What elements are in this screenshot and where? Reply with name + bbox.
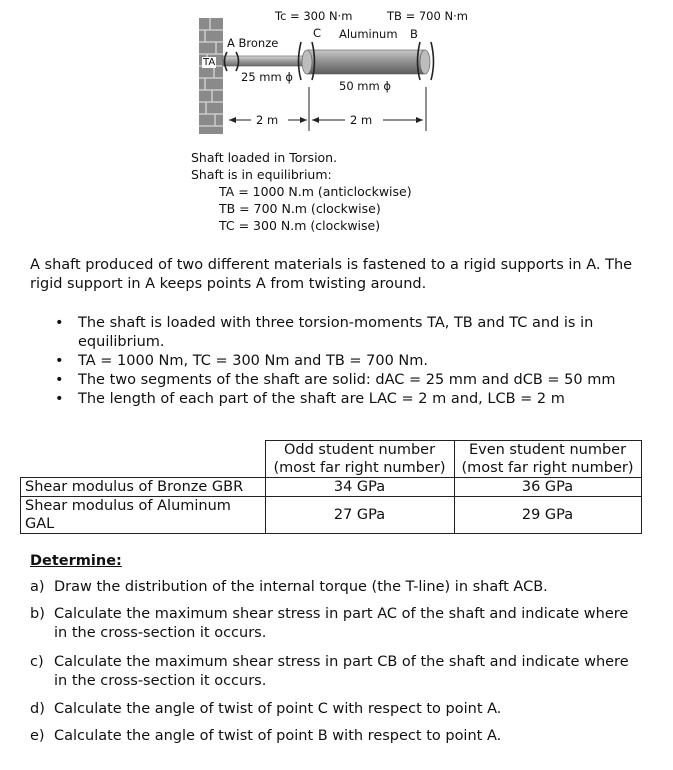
question-label: a)	[30, 579, 45, 595]
note-line-1: Shaft loaded in Torsion.	[191, 150, 338, 165]
tb-label: TB = 700 N·m	[387, 9, 468, 23]
bullet-item: • The two segments of the shaft are solid: dAC = 25 mm and dCB = 50 mm	[30, 371, 640, 390]
question-label: e)	[30, 728, 45, 744]
question-d	[30, 700, 640, 719]
bullet-item: • The shaft is loaded with three torsion-moments TA, TB and TC and is in equilibrium.	[30, 314, 640, 352]
question-a	[30, 578, 640, 597]
table-row	[21, 497, 642, 534]
note-tb: TB = 700 N.m (clockwise)	[219, 201, 381, 216]
question-text: Calculate the angle of twist of point B with respect to point A.	[54, 728, 502, 744]
bullet-item: • TA = 1000 Nm, TC = 300 Nm and TB = 700 Nm.	[30, 352, 640, 371]
question-b	[30, 605, 640, 643]
d2-label: 50 mm ϕ	[339, 79, 391, 93]
question-c	[30, 653, 640, 691]
question-text: Calculate the angle of twist of point C with respect to point A.	[54, 701, 502, 717]
len1-label: 2 m	[256, 113, 279, 127]
shear-modulus-table	[20, 440, 642, 534]
note-tc: TC = 300 N.m (clockwise)	[219, 218, 381, 233]
question-text: Calculate the maximum shear stress in part CB of the shaft and indicate where in the cross-section it occurs.	[54, 654, 629, 689]
determine-title: Determine:	[30, 553, 122, 569]
even-header-2: (most far right number)	[454, 459, 641, 478]
table-row	[21, 478, 642, 497]
odd-header-2: (most far right number)	[265, 459, 454, 478]
question-text: Draw the distribution of the internal torque (the T-line) in shaft ACB.	[54, 579, 548, 595]
question-label: c)	[30, 654, 44, 670]
question-text: Calculate the maximum shear stress in part AC of the shaft and indicate where in the cross-section it occurs.	[54, 606, 629, 641]
c-label: C	[313, 26, 322, 40]
rigid-wall-support	[199, 18, 223, 134]
question-label: b)	[30, 606, 45, 622]
question-e	[30, 727, 640, 746]
odd-header-1: Odd student number	[265, 441, 454, 460]
b-label: B	[410, 27, 418, 41]
ta-label: TA	[203, 57, 216, 68]
even-value: 36 GPa	[454, 478, 641, 497]
note-line-2: Shaft is in equilibrium:	[191, 167, 332, 182]
bronze-segment	[223, 56, 307, 66]
question-label: d)	[30, 701, 45, 717]
row-label: Shear modulus of Bronze GBR	[21, 478, 266, 497]
even-value: 29 GPa	[454, 497, 641, 534]
note-ta: TA = 1000 N.m (anticlockwise)	[219, 184, 412, 199]
even-header-1: Even student number	[454, 441, 641, 460]
given-bullets	[30, 314, 640, 409]
aluminum-segment	[307, 50, 425, 74]
d1-label: 25 mm ϕ	[241, 70, 293, 84]
intro-paragraph: A shaft produced of two different materials is fastened to a rigid supports in A. The rigid support in A keeps points A from twisting around.	[30, 257, 633, 292]
a-bronze-label: A Bronze	[227, 36, 279, 50]
odd-value: 27 GPa	[265, 497, 454, 534]
aluminum-label: Aluminum	[339, 27, 398, 41]
notes-block	[191, 149, 412, 234]
tc-label: Tc = 300 N·m	[275, 9, 353, 23]
odd-value: 34 GPa	[265, 478, 454, 497]
len2-label: 2 m	[350, 113, 373, 127]
bullet-item: • The length of each part of the shaft are LAC = 2 m and, LCB = 2 m	[30, 390, 640, 409]
row-label: Shear modulus of Aluminum GAL	[21, 497, 266, 534]
